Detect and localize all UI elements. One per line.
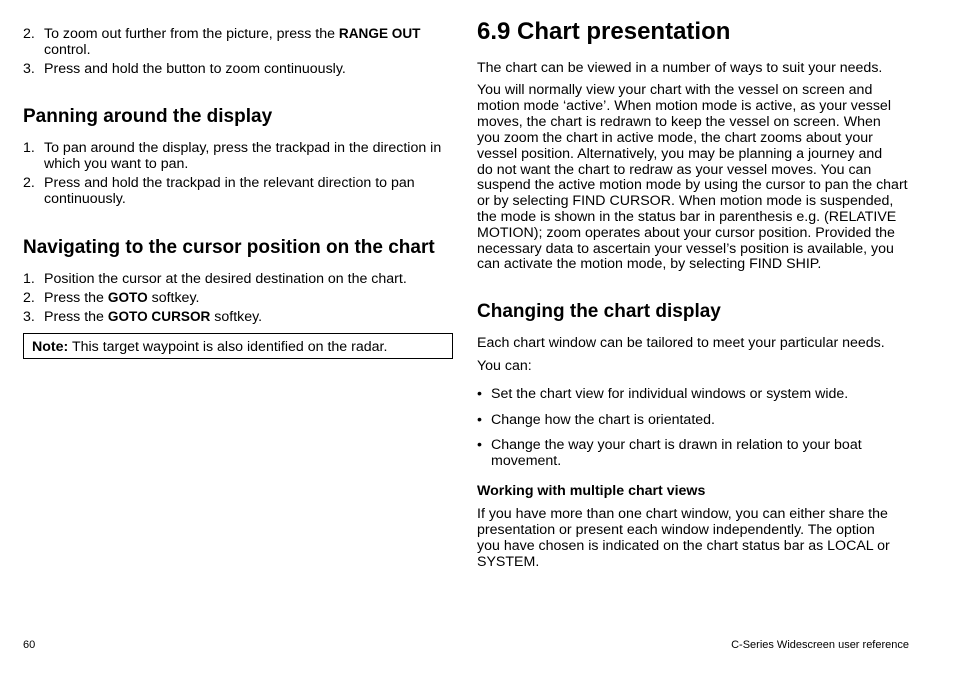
body-line: MOTION); zoom operates about your cursor position. Provided the <box>477 225 895 241</box>
subsection-heading-multiple: Working with multiple chart views <box>477 483 706 499</box>
note-label: Note: <box>32 339 69 355</box>
body-line: suspend the active motion mode by using the cursor to pan the chart <box>477 177 908 193</box>
body-line: or by selecting FIND CURSOR. When motion mode is suspended, <box>477 193 894 209</box>
body-line: motion mode ‘active’. When motion mode is active, as your vessel <box>477 98 891 114</box>
page-title: 6.9 Chart presentation <box>477 18 731 45</box>
note-box <box>23 333 453 359</box>
body-line: presentation or present each window independently. The option <box>477 522 875 538</box>
note-text: This target waypoint is also identified on the radar. <box>71 339 388 355</box>
body-line: do not want the chart to redraw as your vessel moves. You can <box>477 162 872 178</box>
intro-paragraph: The chart can be viewed in a number of ways to suit your needs. <box>477 60 883 76</box>
body-line: you zoom the chart in active mode, the chart zooms about your <box>477 130 873 146</box>
changing-paragraph: Each chart window can be tailored to meet your particular needs. <box>477 335 885 351</box>
body-line: vessel position. Alternatively, you may be planning a journey and <box>477 146 883 162</box>
section-heading-navigating: Navigating to the cursor position on the chart <box>23 237 435 258</box>
body-line: necessary data to ascertain your vessel’s position is available, you <box>477 241 894 257</box>
body-line: you have chosen is indicated on the chart status bar as LOCAL or <box>477 538 890 554</box>
body-line: the mode is shown in the status bar in parenthesis e.g. (RELATIVE <box>477 209 897 225</box>
you-can-label: You can: <box>477 358 532 374</box>
bullet-icon: • <box>477 386 482 402</box>
body-line: can activate the motion mode, by selecting FIND SHIP. <box>477 256 822 272</box>
section-heading-changing: Changing the chart display <box>477 301 721 322</box>
bullet-icon: • <box>477 437 482 453</box>
body-line: moves, the chart is redrawn to keep the vessel on screen. When <box>477 114 881 130</box>
body-line: SYSTEM. <box>477 554 540 570</box>
footer-title: C-Series Widescreen user reference <box>731 639 909 651</box>
body-line: You will normally view your chart with the vessel on screen and <box>477 82 873 98</box>
body-line: If you have more than one chart window, you can either share the <box>477 506 888 522</box>
page-number: 60 <box>23 639 36 651</box>
bullet-icon: • <box>477 412 482 428</box>
section-heading-panning: Panning around the display <box>23 106 273 127</box>
